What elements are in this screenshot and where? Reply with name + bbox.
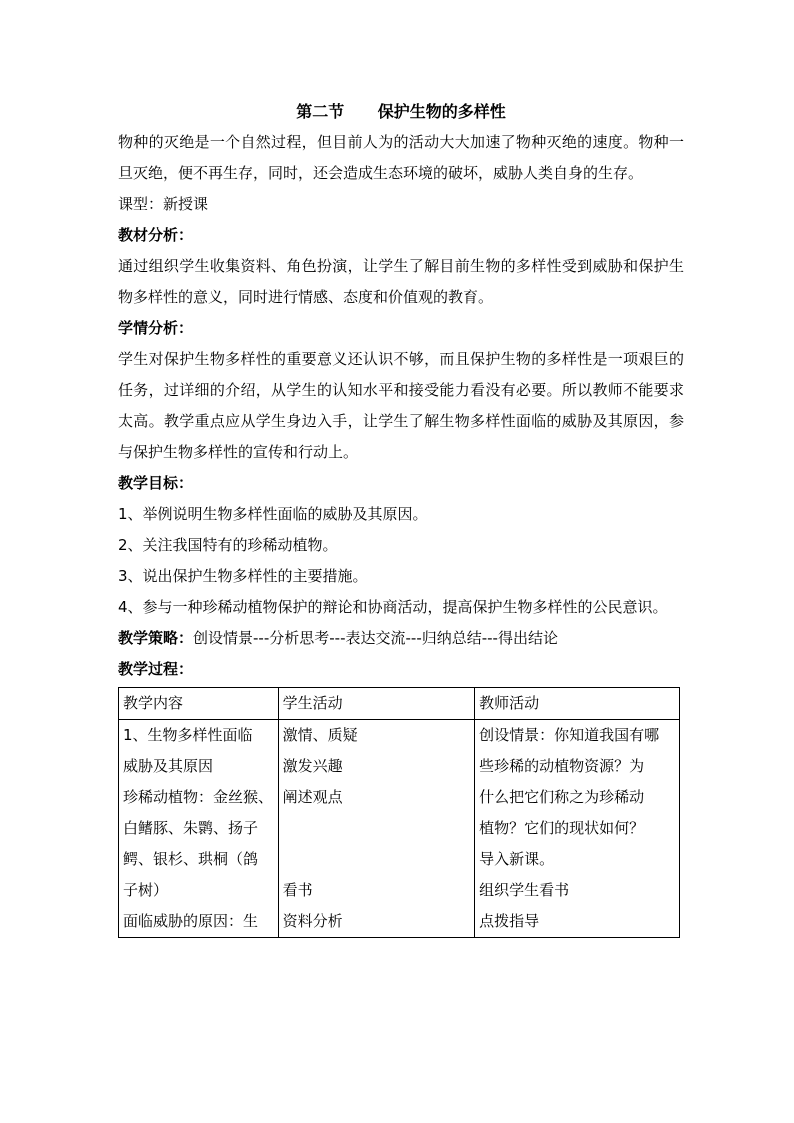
objective-item: 3、说出保护生物多样性的主要措施。 (118, 567, 368, 585)
objective-item: 1、举例说明生物多样性面临的威胁及其原因。 (118, 505, 428, 523)
teacher-activity-line: 点拨指导 (479, 912, 540, 930)
student-analysis-heading: 学情分析： (118, 319, 194, 337)
teacher-activity-line: 植物？它们的现状如何？ (479, 819, 645, 837)
student-activity-line: 阐述观点 (282, 788, 343, 806)
content-line: 面临威胁的原因：生 (123, 912, 259, 930)
header-student-activity: 学生活动 (278, 688, 474, 720)
objective-item: 2、关注我国特有的珍稀动植物。 (118, 536, 338, 554)
page-title: 第二节 保护生物的多样性 (296, 102, 506, 121)
teacher-activity-cell (475, 720, 680, 938)
header-content: 教学内容 (119, 688, 279, 720)
document-page (118, 96, 684, 938)
textbook-analysis-heading: 教材分析： (118, 226, 194, 244)
student-activity-line (283, 844, 470, 875)
objective-item: 4、参与一种珍稀动植物保护的辩论和协商活动，提高保护生物多样性的公民意识。 (118, 598, 668, 616)
lesson-type: 课型：新授课 (118, 195, 209, 213)
teaching-process-table (118, 687, 680, 938)
student-activity-line: 激发兴趣 (282, 757, 343, 775)
strategy-heading: 教学策略： (118, 629, 194, 647)
strategy-line (118, 623, 684, 654)
content-line: 威胁及其原因 (123, 757, 214, 775)
student-activity-line: 看书 (282, 881, 313, 899)
student-activity-line: 激情、质疑 (282, 726, 358, 744)
table-row (119, 720, 680, 938)
student-analysis-body: 学生对保护生物多样性的重要意义还认识不够，而且保护生物的多样性是一项艰巨的任务，过详细的介绍，从学生的认知水平和接受能力看没有必要。所以教师不能要求太高。教学重点应从学生身边入手，让学生了解生物多样性面临的威胁及其原因，参与保护生物多样性的宣传和行动上。 (118, 350, 684, 461)
process-heading: 教学过程： (118, 660, 194, 678)
header-teacher-activity: 教师活动 (475, 688, 680, 720)
student-activity-cell (278, 720, 474, 938)
student-activity-line: 资料分析 (282, 912, 343, 930)
teacher-activity-line: 什么把它们称之为珍稀动 (479, 788, 645, 806)
content-line: 珍稀动植物：金丝猴、 (123, 788, 274, 806)
content-line: 鳄、银杉、珙桐（鸽 (123, 850, 259, 868)
objectives-heading: 教学目标： (118, 474, 194, 492)
teacher-activity-line: 创设情景：你知道我国有哪 (479, 726, 660, 744)
teacher-activity-line: 导入新课。 (479, 850, 555, 868)
content-cell (119, 720, 279, 938)
content-line: 子树） (123, 881, 169, 899)
student-activity-line (283, 813, 470, 844)
strategy-body: 创设情景---分析思考---表达交流---归纳总结---得出结论 (193, 629, 558, 647)
teacher-activity-line: 些珍稀的动植物资源？为 (479, 757, 645, 775)
content-line: 白鳍豚、朱鹮、扬子 (123, 819, 259, 837)
intro-paragraph: 物种的灭绝是一个自然过程，但目前人为的活动大大加速了物种灭绝的速度。物种一旦灭绝，便不再生存，同时，还会造成生态环境的破坏，威胁人类自身的生存。 (118, 133, 684, 182)
table-header-row (119, 688, 680, 720)
teacher-activity-line: 组织学生看书 (479, 881, 570, 899)
textbook-analysis-body: 通过组织学生收集资料、角色扮演，让学生了解目前生物的多样性受到威胁和保护生物多样性的意义，同时进行情感、态度和价值观的教育。 (118, 257, 684, 306)
content-line: 1、生物多样性面临 (123, 726, 253, 744)
